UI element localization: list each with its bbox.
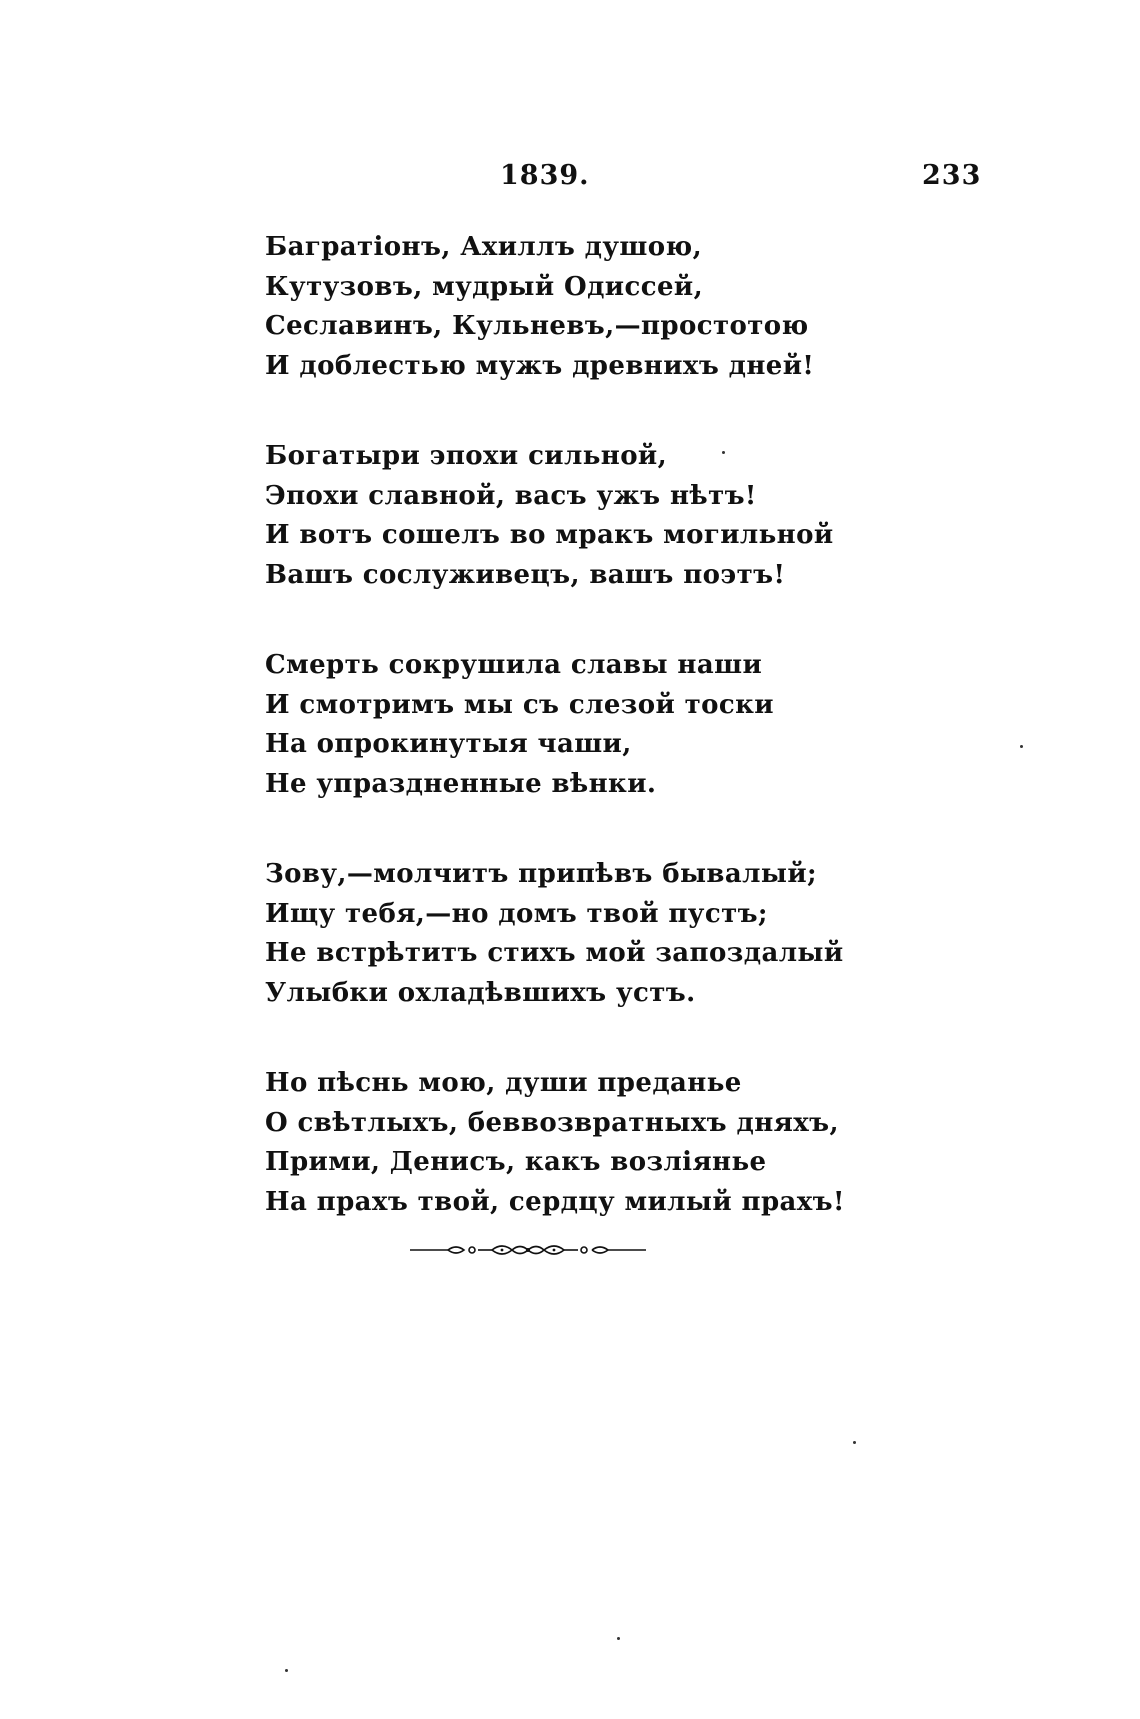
- stanza-4: [265, 855, 865, 1013]
- page-header: [0, 160, 1140, 200]
- poem-line: Багратіонъ, Ахиллъ душою,: [265, 232, 703, 262]
- printers-flourish-icon: [408, 1238, 648, 1262]
- paper-speck: [617, 1637, 620, 1640]
- poem-line: О свѣтлыхъ, беввозвратныхъ дняхъ,: [265, 1107, 839, 1138]
- poem-line: Не упраздненные вѣнки.: [265, 768, 657, 799]
- poem-line: Кутузовъ, мудрый Одиссей,: [265, 271, 704, 302]
- poem-line: Зову,—молчитъ припѣвъ бывалый;: [265, 859, 817, 889]
- stanza-2: [265, 437, 865, 595]
- poem-line: И смотримъ мы съ слезой тоски: [265, 689, 774, 720]
- poem-line: Смерть сокрушила славы наши: [265, 650, 763, 680]
- paper-speck: [722, 451, 725, 454]
- poem-line: Улыбки охладѣвшихъ устъ.: [265, 977, 696, 1008]
- paper-speck: [1020, 745, 1023, 748]
- poem-line: Прими, Денисъ, какъ возліянье: [265, 1147, 767, 1177]
- stanza-1: [265, 228, 865, 386]
- poem-line: Эпохи славной, васъ ужъ нѣтъ!: [265, 480, 757, 511]
- poem-line: Ищу тебя,—но домъ твой пустъ;: [265, 898, 768, 929]
- stanza-3: [265, 646, 865, 804]
- page-number: 233: [922, 160, 982, 191]
- running-head-year: 1839.: [500, 160, 590, 191]
- poem: [265, 228, 865, 1273]
- stanza-5: [265, 1064, 865, 1222]
- paper-speck: [853, 1441, 856, 1444]
- paper-speck: [285, 1669, 288, 1672]
- poem-line: И вотъ сошелъ во мракъ могильной: [265, 520, 834, 550]
- poem-line: На опрокинутыя чаши,: [265, 729, 632, 759]
- poem-line: Но пѣснь мою, души преданье: [265, 1068, 742, 1098]
- poem-line: Вашъ сослуживецъ, вашъ поэтъ!: [265, 559, 786, 590]
- poem-line: Богатыри эпохи сильной,: [265, 441, 668, 471]
- poem-line: Не встрѣтитъ стихъ мой запоздалый: [265, 938, 844, 968]
- poem-line: На прахъ твой, сердцу милый прахъ!: [265, 1186, 845, 1217]
- poem-line: И доблестью мужъ древнихъ дней!: [265, 350, 815, 381]
- poem-line: Сеславинъ, Кульневъ,—простотою: [265, 311, 809, 341]
